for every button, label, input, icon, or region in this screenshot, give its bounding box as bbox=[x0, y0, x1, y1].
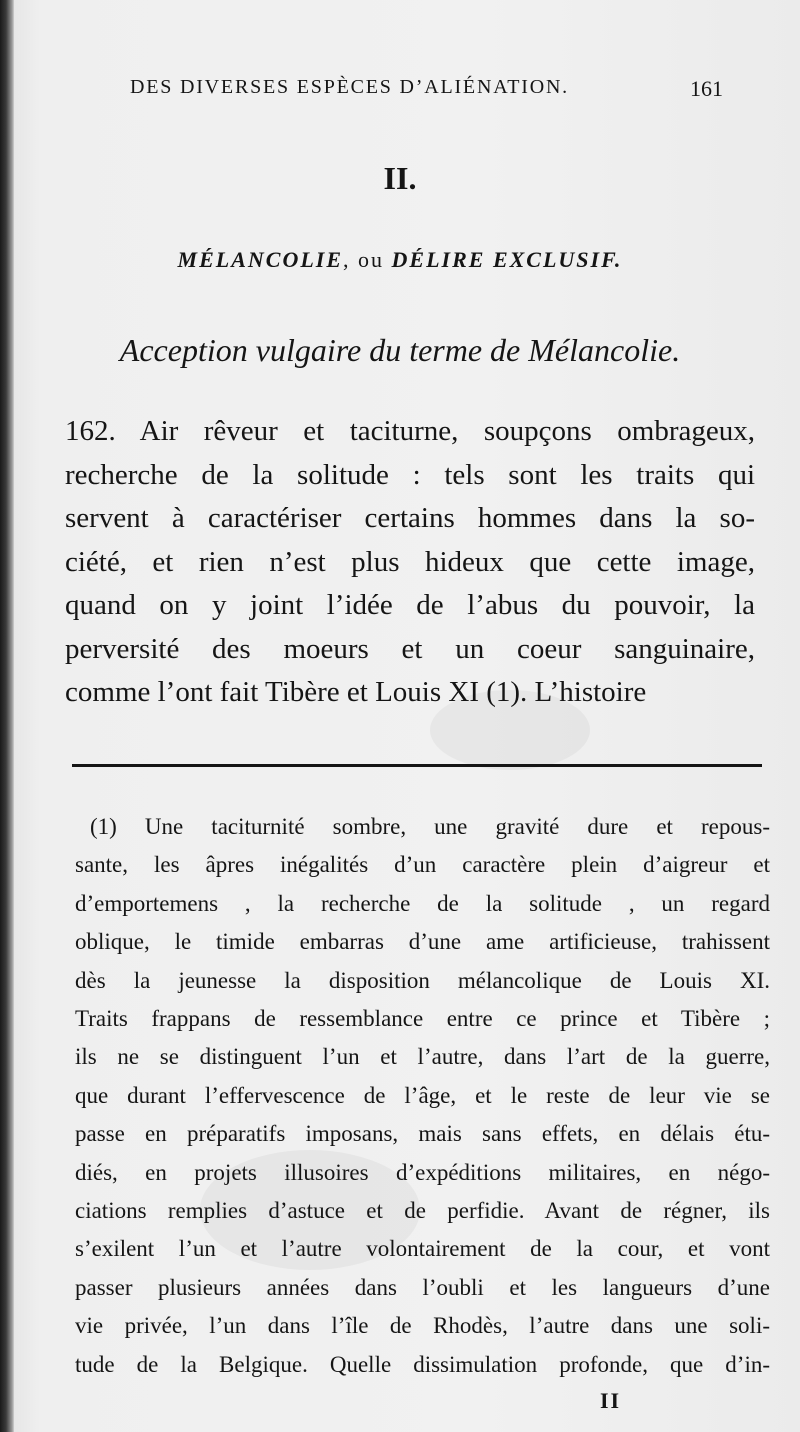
footnote-line: d’emportemens , la recherche de la solitude , un regard bbox=[75, 890, 770, 916]
footnote-line: ciations remplies d’astuce et de perfidie. Avant de régner, ils bbox=[75, 1198, 770, 1224]
footnote-line: passe en préparatifs imposans, mais sans effets, en délais étu- bbox=[75, 1121, 770, 1147]
footnote-line: s’exilent l’un et l’autre volontairement de la cour, et vont bbox=[75, 1236, 770, 1262]
footnote-line: dès la jeunesse la disposition mélancolique de Louis XI. bbox=[75, 967, 770, 993]
footnote-line: ils ne se distinguent l’un et l’autre, dans l’art de la guerre, bbox=[75, 1044, 770, 1070]
body-line: recherche de la solitude : tels sont les traits qui bbox=[65, 458, 755, 491]
footnote-line: (1) Une taciturnité sombre, une gravité dure et repous- bbox=[90, 814, 770, 839]
footnote-line: vie privée, l’un dans l’île de Rhodès, l’autre dans une soli- bbox=[75, 1313, 770, 1339]
body-line: 162. Air rêveur et taciturne, soupçons ombrageux, bbox=[65, 415, 755, 447]
section-title bbox=[0, 247, 800, 273]
body-line: comme l’ont fait Tibère et Louis XI (1). L’histoire bbox=[65, 676, 647, 708]
section-title-part2: DÉLIRE EXCLUSIF. bbox=[391, 247, 623, 272]
footnote-line: que durant l’effervescence de l’âge, et le reste de leur vie se bbox=[75, 1082, 770, 1108]
body-line: perversité des moeurs et un coeur sanguinaire, bbox=[65, 632, 755, 665]
footnote-line: tude de la Belgique. Quelle dissimulation profonde, que d’in- bbox=[75, 1351, 770, 1377]
footnote-line: Traits frappans de ressemblance entre ce prince et Tibère ; bbox=[75, 1006, 770, 1032]
running-title: DES DIVERSES ESPÈCES D’ALIÉNATION. bbox=[130, 76, 569, 98]
body-paragraph bbox=[65, 410, 755, 715]
page-number: 161 bbox=[690, 76, 723, 101]
footnote-line: passer plusieurs années dans l’oubli et les langueurs d’une bbox=[75, 1274, 770, 1300]
footnote-line: oblique, le timide embarras d’une ame artificieuse, trahissent bbox=[75, 929, 770, 955]
footnote bbox=[75, 808, 770, 1384]
section-number: II. bbox=[383, 160, 417, 196]
body-line: quand on y joint l’idée de l’abus du pouvoir, la bbox=[65, 589, 755, 621]
printer-signature-mark: II bbox=[600, 1388, 622, 1413]
page-header bbox=[0, 72, 800, 102]
section-title-part1: MÉLANCOLIE bbox=[177, 247, 344, 272]
footnote-line: diés, en projets illusoires d’expéditions militaires, en négo- bbox=[75, 1159, 770, 1185]
footnote-separator bbox=[72, 764, 762, 767]
section-subtitle: Acception vulgaire du terme de Mélancolie. bbox=[119, 332, 681, 368]
body-line: servent à caractériser certains hommes dans la so- bbox=[65, 502, 755, 534]
section-title-join: , ou bbox=[343, 247, 385, 272]
body-line: ciété, et rien n’est plus hideux que cette image, bbox=[65, 545, 755, 578]
footnote-line: sante, les âpres inégalités d’un caractère plein d’aigreur et bbox=[75, 852, 770, 878]
book-spine-shadow bbox=[0, 0, 14, 1432]
